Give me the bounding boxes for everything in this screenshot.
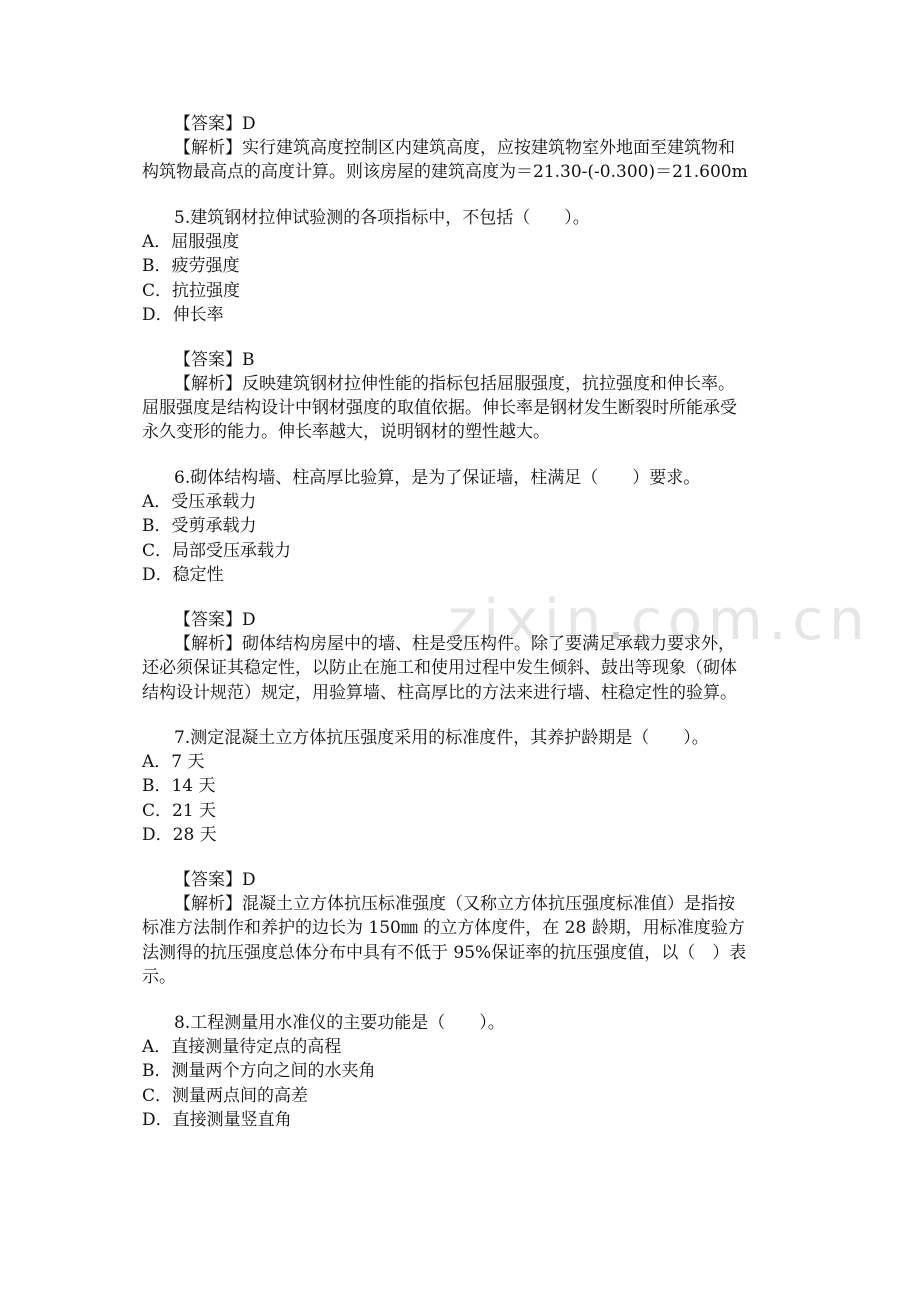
q7-answer: 【答案】D bbox=[174, 870, 256, 890]
q7-option-b: B．14 天 bbox=[142, 776, 216, 796]
q5-question: 5.建筑钢材拉伸试验测的各项指标中，不包括（ ）。 bbox=[174, 208, 590, 228]
q4-answer: 【答案】D bbox=[174, 114, 256, 134]
q8-option-d: D．直接测量竖直角 bbox=[142, 1110, 292, 1130]
q5-analysis-line-2: 屈服强度是结构设计中钢材强度的取值依据。伸长率是钢材发生断裂时所能承受 bbox=[142, 398, 737, 418]
q4-analysis-line-2: 构筑物最高点的高度计算。则该房屋的建筑高度为＝21.30-(-0.300)＝21.600m bbox=[142, 162, 748, 182]
q5-answer: 【答案】B bbox=[174, 350, 255, 370]
watermark-left: zixin bbox=[448, 588, 608, 653]
q8-option-c: C．测量两点间的高差 bbox=[142, 1086, 309, 1106]
q7-analysis-line-4: 示。 bbox=[142, 967, 176, 987]
q6-option-a: A．受压承载力 bbox=[142, 492, 257, 512]
q8-option-b: B．测量两个方向之间的水夹角 bbox=[142, 1061, 376, 1081]
q5-analysis-line-1: 【解析】反映建筑钢材拉伸性能的指标包括屈服强度，抗拉强度和伸长率。 bbox=[174, 374, 735, 394]
q7-option-a: A．7 天 bbox=[142, 752, 205, 772]
q5-option-d: D．伸长率 bbox=[142, 305, 224, 325]
q7-analysis-line-2: 标准方法制作和养护的边长为 150㎜ 的立方体度件，在 28 龄期，用标准度验方 bbox=[142, 918, 745, 938]
q6-option-c: C．局部受压承载力 bbox=[142, 541, 292, 561]
watermark-right: com.cn bbox=[630, 588, 871, 653]
q7-analysis-line-3: 法测得的抗压强度总体分布中具有不低于 95%保证率的抗压强度值，以（ ）表 bbox=[142, 943, 747, 963]
q5-option-c: C．抗拉强度 bbox=[142, 281, 241, 301]
q6-option-d: D．稳定性 bbox=[142, 565, 224, 585]
q6-option-b: B．受剪承载力 bbox=[142, 516, 257, 536]
q6-answer: 【答案】D bbox=[174, 610, 256, 630]
q7-question: 7.测定混凝土立方体抗压强度采用的标准度件，其养护龄期是（ ）。 bbox=[174, 728, 709, 748]
q5-analysis-line-3: 永久变形的能力。伸长率越大，说明钢材的塑性越大。 bbox=[142, 422, 550, 442]
q5-option-a: A．屈服强度 bbox=[142, 232, 240, 252]
q8-question: 8.工程测量用水准仪的主要功能是（ ）。 bbox=[174, 1013, 505, 1033]
q7-option-c: C．21 天 bbox=[142, 801, 217, 821]
q7-analysis-line-1: 【解析】混凝土立方体抗压标准强度（又称立方体抗压强度标准值）是指按 bbox=[174, 894, 735, 914]
q8-option-a: A．直接测量待定点的高程 bbox=[142, 1037, 342, 1057]
watermark-dot: . bbox=[607, 588, 631, 653]
q7-option-d: D．28 天 bbox=[142, 825, 217, 845]
q6-analysis-line-3: 结构设计规范）规定，用验算墙、柱高厚比的方法来进行墙、柱稳定性的验算。 bbox=[142, 683, 737, 703]
q6-analysis-line-2: 还必须保证其稳定性，以防止在施工和使用过程中发生倾斜、鼓出等现象（砌体 bbox=[142, 658, 737, 678]
q4-analysis-line-1: 【解析】实行建筑高度控制区内建筑高度，应按建筑物室外地面至建筑物和 bbox=[174, 138, 735, 158]
q6-question: 6.砌体结构墙、柱高厚比验算，是为了保证墙，柱满足（ ）要求。 bbox=[174, 468, 701, 488]
q5-option-b: B．疲劳强度 bbox=[142, 256, 240, 276]
q6-analysis-line-1: 【解析】砌体结构房屋中的墙、柱是受压构件。除了要满足承载力要求外， bbox=[174, 634, 735, 654]
